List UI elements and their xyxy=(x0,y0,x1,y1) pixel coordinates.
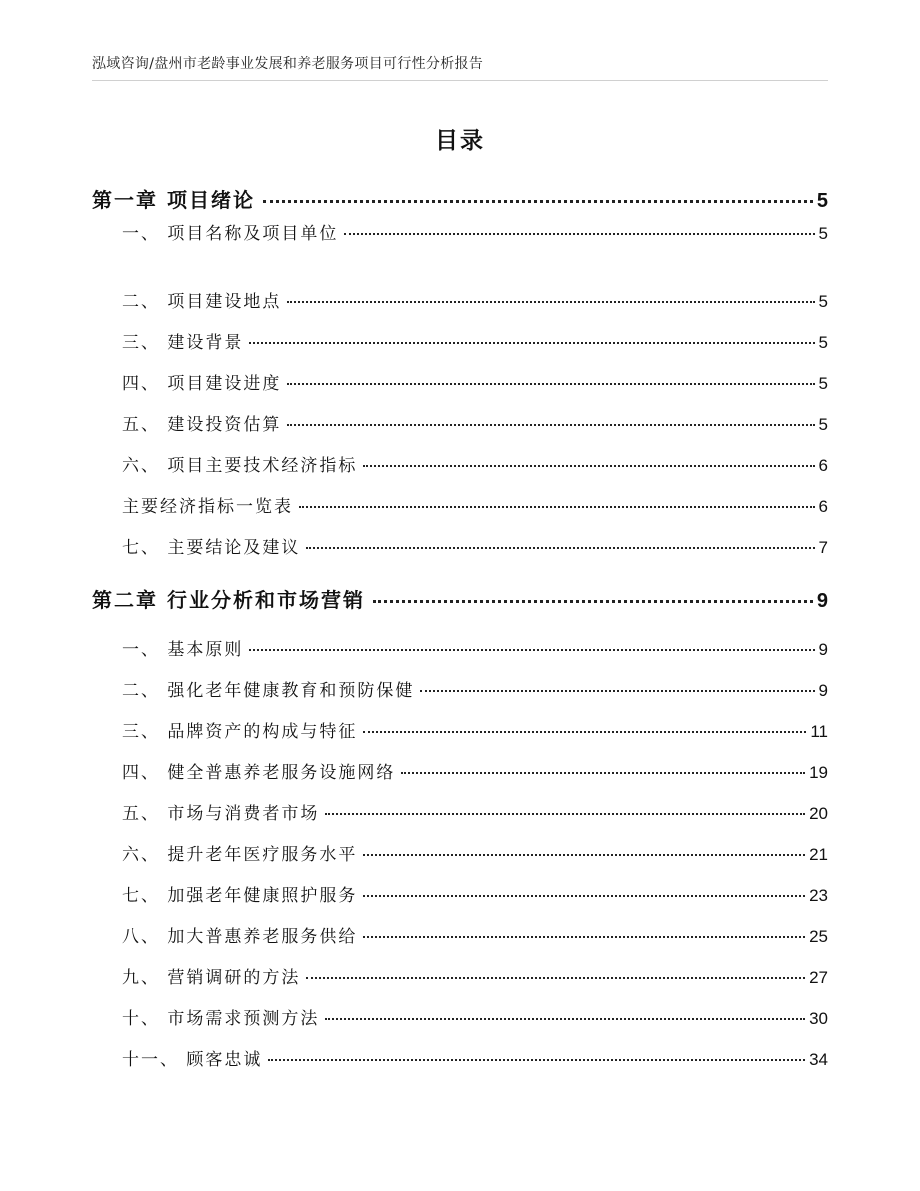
toc-entry-label: 六、 提升老年医疗服务水平 xyxy=(122,845,358,865)
toc-entry-page: 7 xyxy=(818,538,828,557)
toc-entry-page: 23 xyxy=(809,886,828,905)
toc-entry-label: 五、 市场与消费者市场 xyxy=(122,804,320,824)
dot-leader xyxy=(363,895,805,897)
toc-entry-label: 二、 项目建设地点 xyxy=(122,292,282,312)
toc-entry-page: 9 xyxy=(818,640,828,659)
toc-entry-page: 9 xyxy=(818,681,828,700)
dot-leader xyxy=(299,506,815,508)
toc-entry-chapter-2[interactable] xyxy=(92,584,828,613)
toc-entry-label: 九、 营销调研的方法 xyxy=(122,968,301,988)
toc-entry-page: 5 xyxy=(818,374,828,393)
toc-entry-section[interactable] xyxy=(122,635,828,660)
dot-leader xyxy=(401,772,805,774)
toc-entry-label: 十一、 顾客忠诚 xyxy=(122,1050,263,1070)
toc-entry-label: 第一章 项目绪论 xyxy=(92,188,255,212)
dot-leader xyxy=(249,342,814,344)
toc-entry-label: 二、 强化老年健康教育和预防保健 xyxy=(122,681,415,701)
toc-entry-section[interactable] xyxy=(122,840,828,865)
dot-leader xyxy=(420,690,814,692)
toc-entry-label: 三、 建设背景 xyxy=(122,333,244,353)
toc-entry-section[interactable] xyxy=(122,799,828,824)
toc-entry-label: 四、 项目建设进度 xyxy=(122,374,282,394)
toc-entry-label: 六、 项目主要技术经济指标 xyxy=(122,456,358,476)
toc-entry-page: 20 xyxy=(809,804,828,823)
toc-entry-label: 主要经济指标一览表 xyxy=(122,497,293,517)
dot-leader xyxy=(306,547,814,549)
toc-entry-section[interactable] xyxy=(122,717,828,742)
toc-entry-page: 9 xyxy=(816,590,828,612)
toc-entry-label: 八、 加大普惠养老服务供给 xyxy=(122,927,358,947)
toc-entry-label: 三、 品牌资产的构成与特征 xyxy=(122,722,358,742)
toc-entry-label: 七、 加强老年健康照护服务 xyxy=(122,886,358,906)
dot-leader xyxy=(363,936,805,938)
toc-entry-label: 四、 健全普惠养老服务设施网络 xyxy=(122,763,396,783)
dot-leader xyxy=(344,233,814,235)
dot-leader xyxy=(325,813,805,815)
toc-entry-page: 34 xyxy=(809,1050,828,1069)
dot-leader xyxy=(363,465,814,467)
dot-leader xyxy=(363,731,806,733)
page-header: 泓域咨询/盘州市老龄事业发展和养老服务项目可行性分析报告 xyxy=(92,56,484,72)
toc-entry-section[interactable] xyxy=(122,369,828,394)
toc-entry-page: 5 xyxy=(818,292,828,311)
dot-leader xyxy=(306,977,805,979)
toc-entry-label: 七、 主要结论及建议 xyxy=(122,538,301,558)
toc-entry-chapter-1[interactable] xyxy=(92,184,828,213)
dot-leader xyxy=(287,424,814,426)
toc-entry-label: 一、 项目名称及项目单位 xyxy=(122,224,339,244)
toc-entry-section[interactable] xyxy=(122,410,828,435)
toc-entry-section[interactable] xyxy=(122,676,828,701)
toc-entry-section[interactable] xyxy=(122,533,828,558)
toc-entry-page: 5 xyxy=(818,224,828,243)
toc-entry-section[interactable] xyxy=(122,1004,828,1029)
toc-entry-section[interactable] xyxy=(122,1045,828,1070)
toc-entry-page: 11 xyxy=(810,722,828,741)
dot-leader xyxy=(325,1018,805,1020)
dot-leader xyxy=(249,649,814,651)
toc-entry-label: 十、 市场需求预测方法 xyxy=(122,1009,320,1029)
toc-entry-section[interactable] xyxy=(122,963,828,988)
toc-entry-page: 6 xyxy=(818,497,828,516)
toc-entry-page: 21 xyxy=(809,845,828,864)
toc-entry-page: 6 xyxy=(818,456,828,475)
toc-entry-label: 五、 建设投资估算 xyxy=(122,415,282,435)
toc-entry-label: 第二章 行业分析和市场营销 xyxy=(92,588,365,612)
toc-entry-table[interactable] xyxy=(122,492,828,517)
toc-entry-page: 25 xyxy=(809,927,828,946)
toc-entry-section[interactable] xyxy=(122,219,828,244)
toc-entry-page: 5 xyxy=(818,415,828,434)
dot-leader xyxy=(363,854,805,856)
toc-entry-section[interactable] xyxy=(122,287,828,312)
dot-leader xyxy=(263,200,813,203)
toc-entry-page: 19 xyxy=(809,763,828,782)
page-title: 目录 xyxy=(435,128,485,154)
toc-entry-page: 5 xyxy=(818,333,828,352)
dot-leader xyxy=(287,383,814,385)
dot-leader xyxy=(268,1059,805,1061)
dot-leader xyxy=(287,301,814,303)
toc-entry-section[interactable] xyxy=(122,451,828,476)
toc-entry-section[interactable] xyxy=(122,922,828,947)
toc-entry-label: 一、 基本原则 xyxy=(122,640,244,660)
dot-leader xyxy=(373,600,813,603)
toc-entry-section[interactable] xyxy=(122,328,828,353)
toc-entry-page: 27 xyxy=(809,968,828,987)
toc-entry-section[interactable] xyxy=(122,758,828,783)
toc-entry-page: 5 xyxy=(816,190,828,212)
toc-entry-section[interactable] xyxy=(122,881,828,906)
toc-entry-page: 30 xyxy=(809,1009,828,1028)
